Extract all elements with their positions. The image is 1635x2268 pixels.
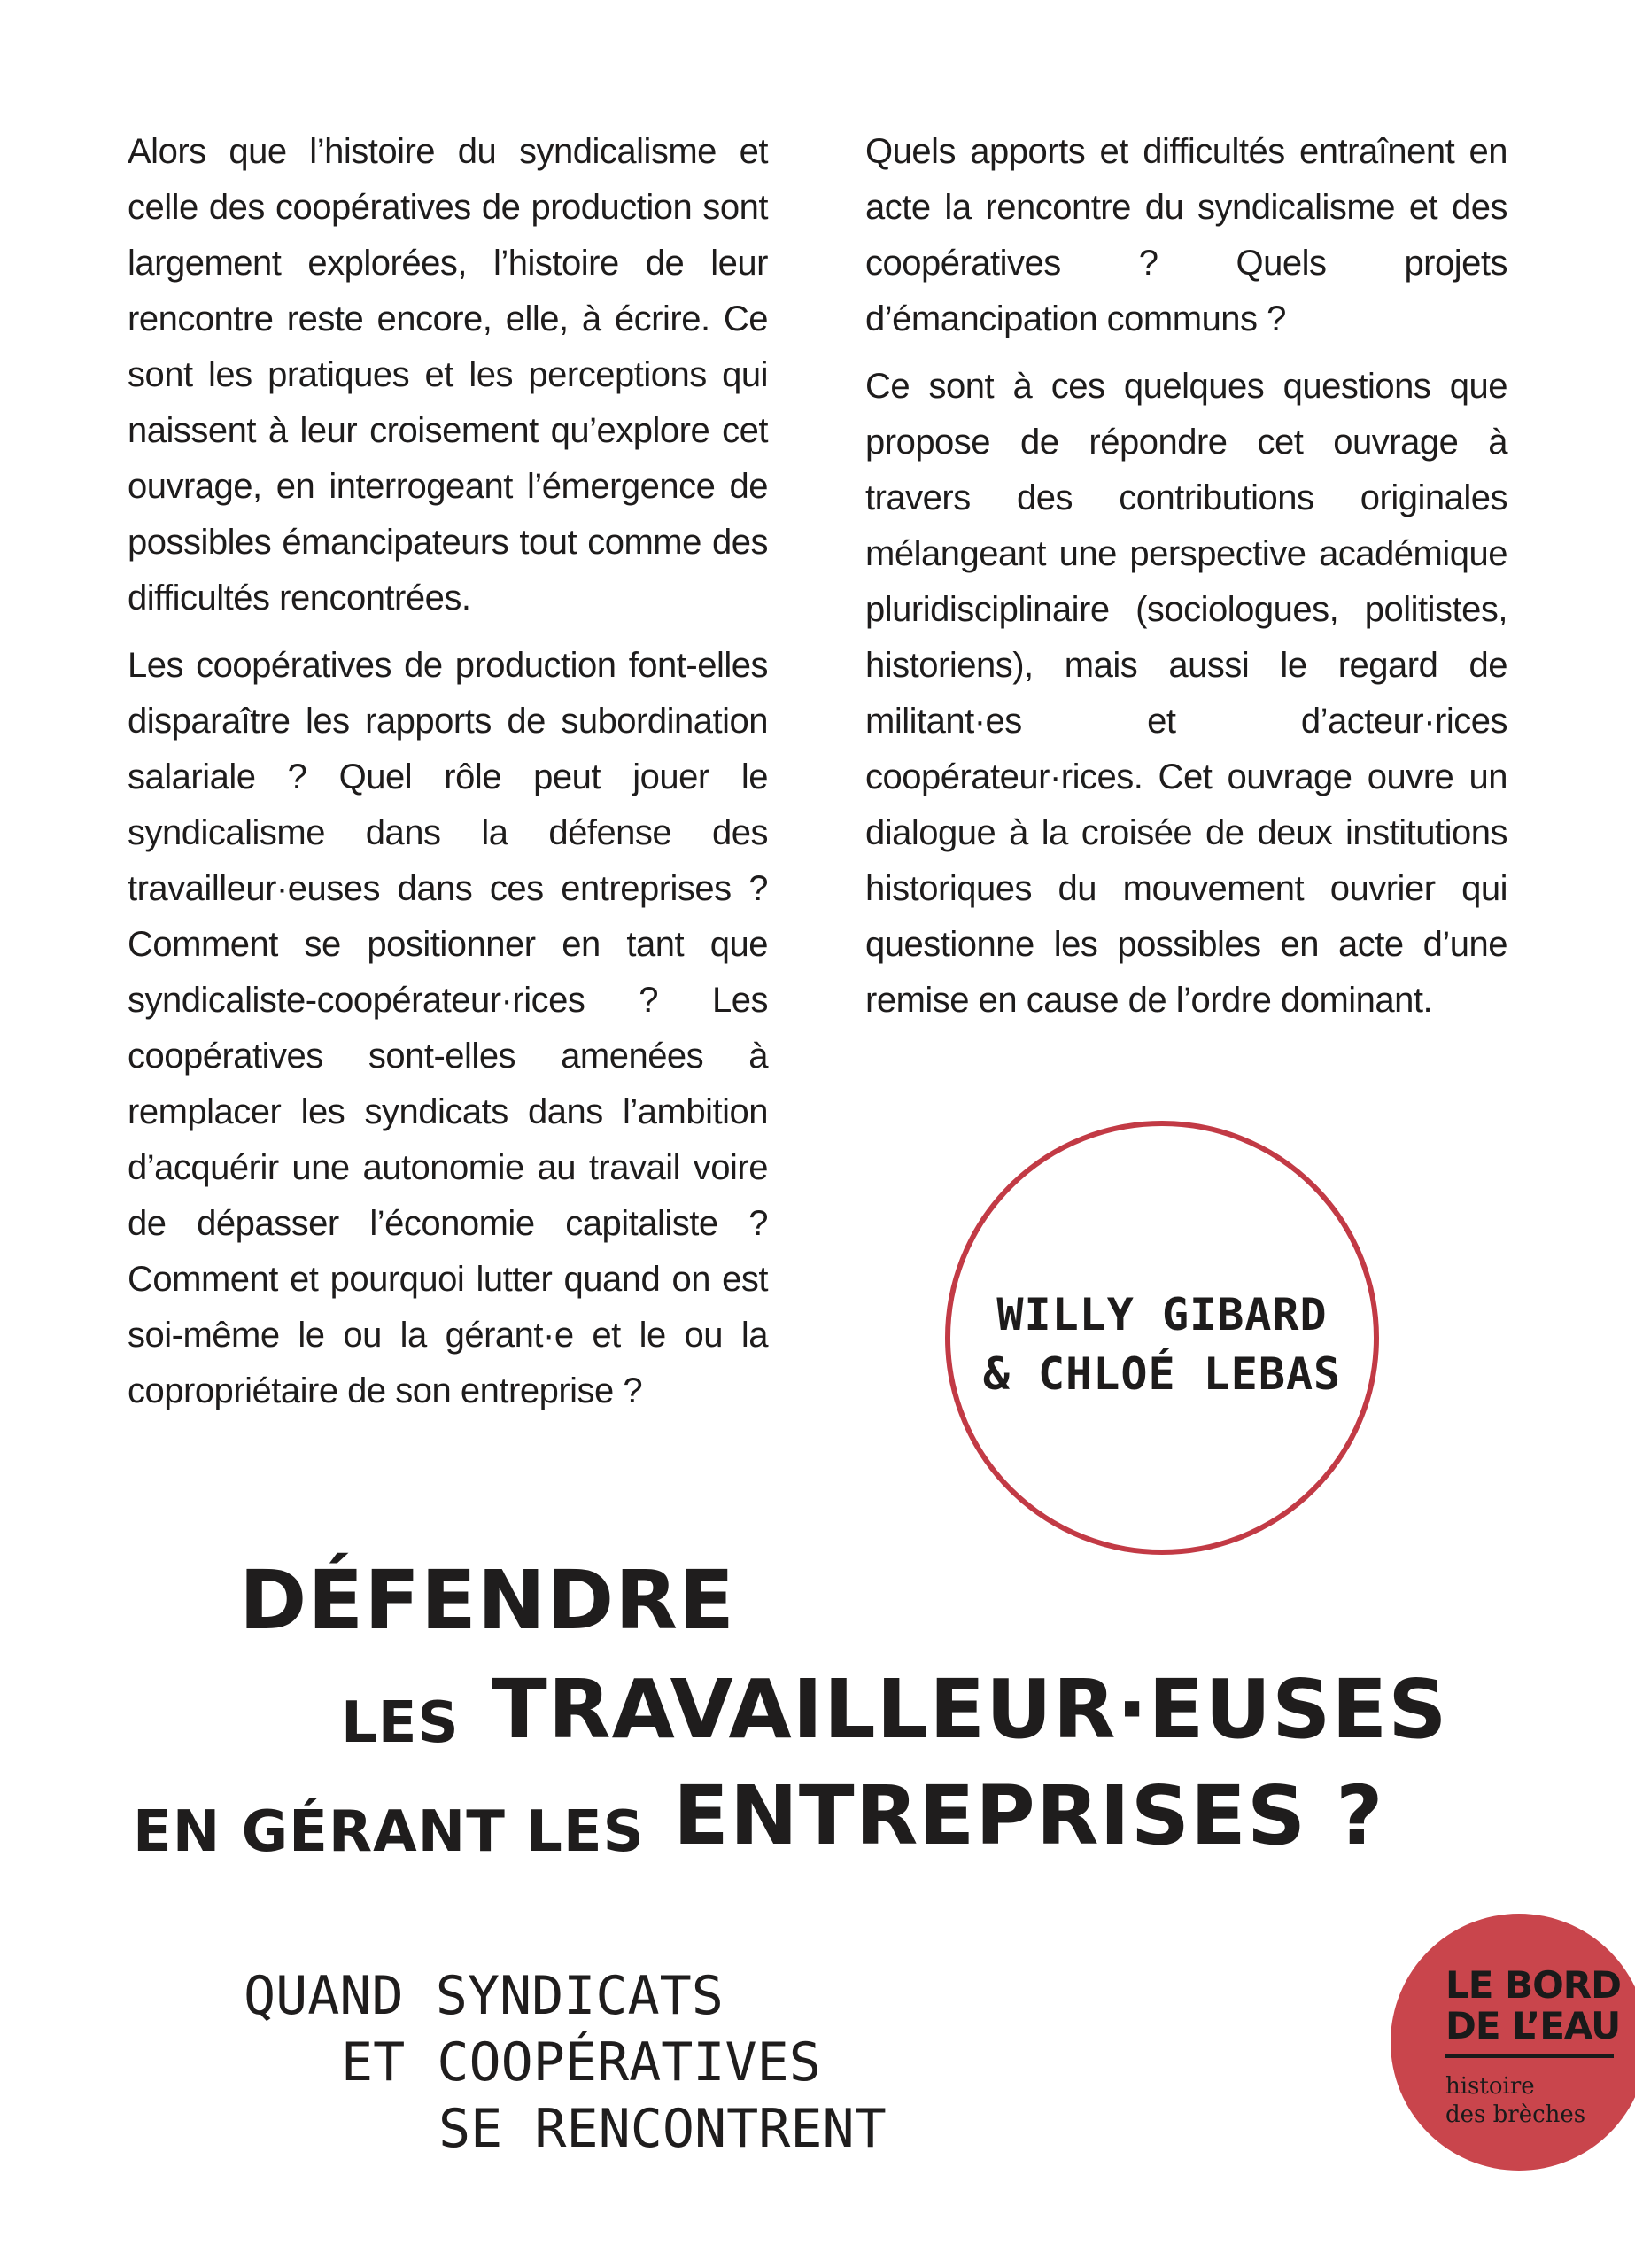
right-paragraph-1: Quels apports et difficultés entraînent en acte la rencontre du syndicalisme et des coopératives ? Quels projets d’émancipation communs ? xyxy=(865,132,1507,338)
title-defendre: DÉFENDRE xyxy=(239,1553,735,1648)
subtitle-line-1: QUAND SYNDICATS xyxy=(244,1965,724,2027)
left-text-column xyxy=(128,124,768,1431)
author-name-1: WILLY GIBARD xyxy=(996,1289,1328,1340)
title-les: LES xyxy=(341,1690,460,1756)
left-paragraph-2: Les coopératives de production font-elles disparaître les rapports de subordination salariale ? Quel rôle peut jouer le syndicalisme dans la défense des travailleur·euses dans ces entreprises ? Comment se positionner en tant que syndicaliste-coopérateur·rices ? Les coopératives sont-elles amenées à remplacer les syndicats dans l’ambition d’acquérir une autonomie au travail voire de dépasser l’économie capitaliste ? Comment et pourquoi lutter quand on est soi-même le ou la gérant·e et le ou la copropriétaire de son entreprise ? xyxy=(128,646,768,1410)
publisher-name-line-2: DE L’EAU xyxy=(1445,2004,1621,2047)
collection-name-line-2: des brèches xyxy=(1445,2101,1586,2128)
subtitle-line-3: SE RENCONTRENT xyxy=(438,2098,887,2160)
title-entreprises: ENTREPRISES ? xyxy=(673,1768,1384,1863)
title-en-gerant-les: EN GÉRANT LES xyxy=(133,1799,645,1865)
subtitle-line-2: ET COOPÉRATIVES xyxy=(341,2031,821,2093)
right-paragraph-2: Ce sont à ces quelques questions que propose de répondre cet ouvrage à travers des contributions originales mélangeant une perspective académique pluridisciplinaire (sociologues, politistes, historiens), mais aussi le regard de militant·es et d’acteur·rices coopérateur·rices. Cet ouvrage ouvre un dialogue à la croisée de deux institutions historiques du mouvement ouvrier qui questionne les possibles en acte d’une remise en cause de l’ordre dominant. xyxy=(865,367,1507,1020)
right-text-column xyxy=(865,124,1507,1040)
title-travailleur-euses: TRAVAILLEUR·EUSES xyxy=(492,1662,1448,1757)
publisher-name-line-1: LE BORD xyxy=(1445,1963,1621,2007)
left-paragraph-1: Alors que l’histoire du syndicalisme et celle des coopératives de production sont largement explorées, l’histoire de leur rencontre reste encore, elle, à écrire. Ce sont les pratiques et les perceptions qui naissent à leur croisement qu’explore cet ouvrage, en interrogeant l’émergence de possibles émancipateurs tout comme des difficultés rencontrées. xyxy=(128,132,768,617)
collection-name-line-1: histoire xyxy=(1445,2073,1535,2100)
author-name-2: & CHLOÉ LEBAS xyxy=(982,1348,1342,1400)
publisher-logo-rule xyxy=(1445,2054,1614,2058)
